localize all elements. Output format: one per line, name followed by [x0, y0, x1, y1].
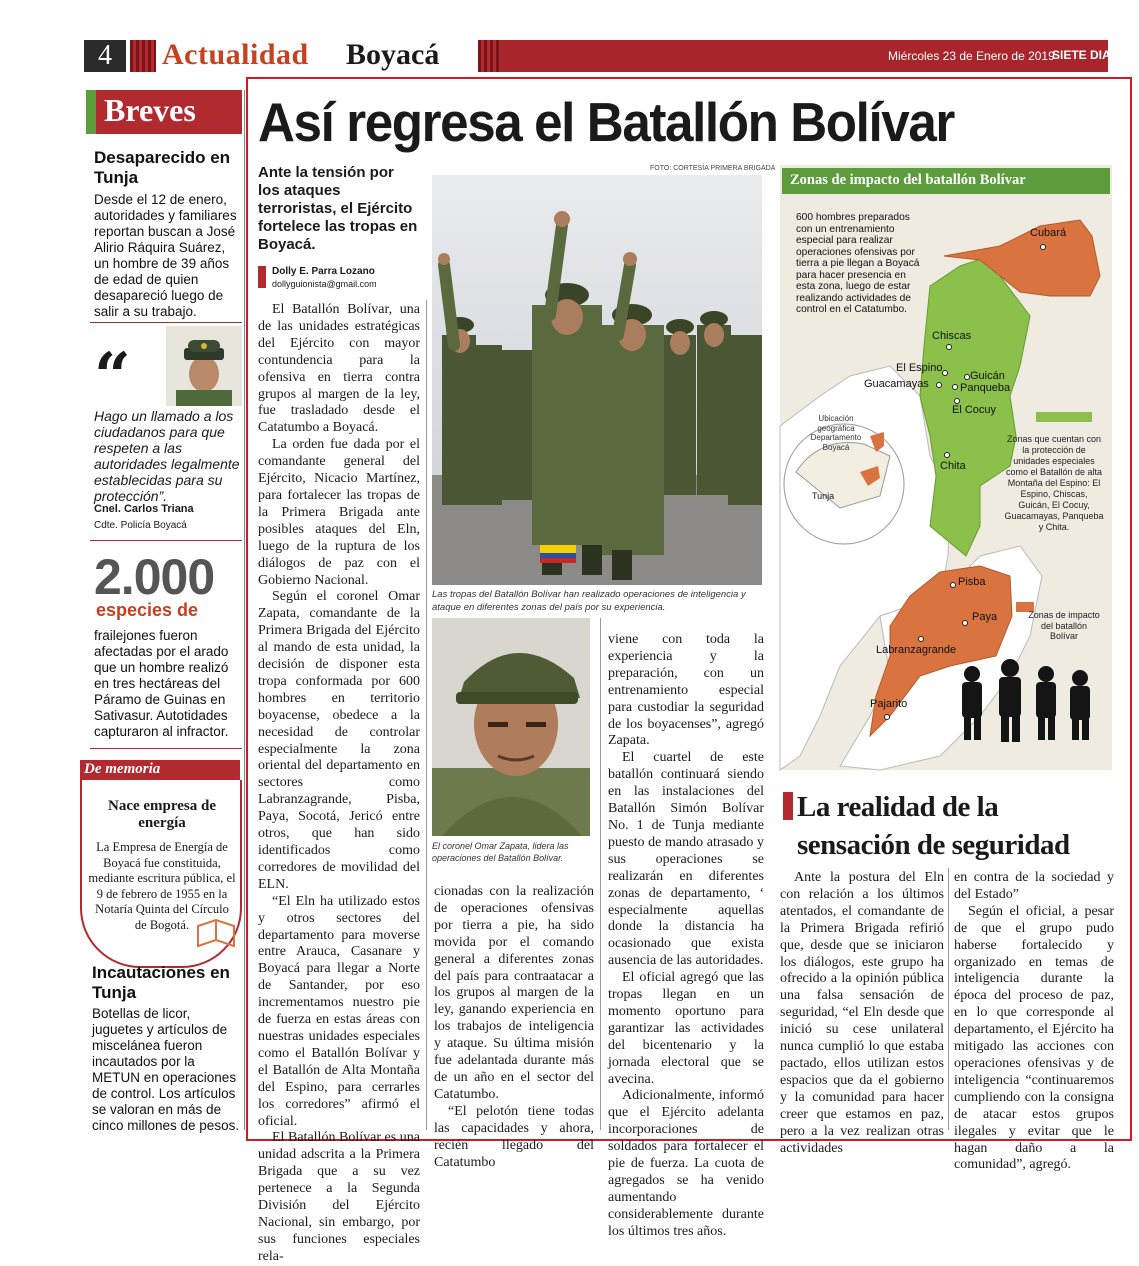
paragraph: cionadas con la realización de operaciones ofensivas por tierra a pie, ha sido movida por el comando general a diferentes zonas del país para contraatacar a los grupos al margen de la ley, ganando experiencia en los trabajos de inteligencia y ataque. Su última misión fue adelantada durante más de un año en el sector del Catatumbo. [434, 884, 594, 1102]
town-cubara: Cubará [1030, 227, 1067, 239]
stat-number: 2.000 [94, 549, 215, 605]
divider [90, 540, 242, 541]
brief-body: Botellas de licor, juguetes y artículos de miscelánea fueron incautados por la METUN en operaciones de control. Los artículos se valoran en más de cinco millones de pesos. [92, 1006, 240, 1133]
section-subtitle: Boyacá [346, 38, 440, 71]
memoria-body: La Empresa de Energía de Boyacá fue constituida, mediante escritura pública, el 9 de febrero de 1955 en la Notaría Quinta del Círculo de Bogotá. [88, 840, 236, 932]
author-name: Dolly E. Parra Lozano [272, 266, 375, 277]
coronel-portrait [432, 618, 590, 836]
paragraph: “El Eln ha utilizado estos y otros sectores del departamento para moverse entre Arauca, Casanare y Boyacá para llegar a Norte de Santander, por eso incrementamos nuestro pie de fuerza en estas áreas con nuestras unidades especiales como el Batallón Bolívar y el Batallón de Alta Montaña del Espino, para cerrarles los corredores” afirmó el oficial. [258, 893, 420, 1129]
town-labranzagrande: Labranzagrande [876, 644, 957, 656]
town-guacamayas: Guacamayas [864, 378, 929, 390]
paragraph: Adicionalmente, informó que el Ejército adelanta incorporaciones de soldados para fortalecer el pie de fuerza. La cuota de agregados se ha venido aumentando considerablemente durante los últimos tres años. [608, 1088, 764, 1239]
paragraph: en contra de la sociedad y del Estado” [954, 870, 1114, 902]
paragraph: Según el oficial, a pesar de que el grupo pudo haberse fortalecido y organizado en temas de inteligencia durante la época del proceso de paz, en lo que corresponde al departamento, el Ejército ha mitigado las acciones con operaciones ofensivas y de inteligencia “continuaremos cumpliendo con la consigna de atacar estos grupos ilegales y evitar que le hagan daño a la comunidad”, agregó. [954, 903, 1114, 1173]
town-pajarito: Pajarito [870, 698, 908, 710]
page-number: 4 [84, 40, 126, 72]
headline: Así regresa el Batallón Bolívar [258, 91, 954, 153]
town-el-espino: El Espino [896, 362, 943, 374]
paragraph: La orden fue dada por el comandante general del Ejército, Nicacio Martínez, para fortalecer las tropas de la Primera Brigada ante posibles ataques del Eln, luego de la ruptura de los diálogos de paz con el Gobierno Nacional. [258, 437, 420, 588]
column-rule [600, 618, 601, 1130]
breves-accent [86, 90, 96, 134]
town-guican: Guicán [970, 370, 1005, 382]
brief-title: Desaparecido en Tunja [94, 148, 231, 187]
soldiers-photo [432, 175, 762, 585]
map-inset-city: Tunja [812, 491, 835, 501]
town-paya: Paya [972, 611, 998, 623]
town-pisba: Pisba [958, 576, 986, 588]
stat-label: especies de [96, 600, 199, 620]
town-marker [942, 370, 948, 376]
article-column-2 [434, 884, 594, 1170]
section-title: Actualidad [162, 38, 309, 71]
brief-title: Incautaciones en Tunja [92, 963, 230, 1002]
header-stripe [130, 40, 156, 72]
breves-label: Breves [104, 92, 196, 128]
town-marker [952, 384, 958, 390]
paragraph: Según el coronel Omar Zapata, comandante de la Primera Brigada del Ejército al mando de esta unidad, la decisión de disponer esta tropa conformada por 600 hombres en territorio boyacense, obedece a la necesidad de controlar especialmente la zona oriental del departamento en sectores como Labranzagrande, Pisba, Paya, Socotá, Jericó entre otros, que han sido identificados como corredores de movilidad del ELN. [258, 589, 420, 892]
police-portrait [166, 326, 242, 406]
article-column-1 [258, 302, 420, 1264]
photo-caption: Las tropas del Batallón Bolívar han realizado operaciones de inteligencia y ataque en diferentes zonas del país por su experiencia. [432, 589, 746, 613]
town-marker [936, 382, 942, 388]
map-intro: 600 hombres preparados con un entrenamiento especial para realizar operaciones ofensivas por tierra a pie llegan a Boyacá para hacer presencia en esta zona, luego de estar realizando actividades de control en el Catatumbo. [796, 212, 920, 315]
photo-caption: El coronel Omar Zapata, lidera las operaciones del Batallón Bolívar. [432, 841, 569, 863]
quote-author: Cnel. Carlos Triana [94, 503, 194, 515]
town-marker [884, 714, 890, 720]
brief-body: Desde el 12 de enero, autoridades y familiares reportan buscan a José Alirio Ráquira Suárez, un hombre de 39 años de edad de quien desapareció luego de salir a su trabajo. [94, 192, 237, 319]
secondary-column-1 [780, 870, 944, 1156]
town-marker [946, 344, 952, 350]
column-rule [426, 300, 427, 1130]
header-stripe-2 [478, 40, 502, 72]
town-chita: Chita [940, 460, 966, 472]
issue-date: Miércoles 23 de Enero de 2019 [888, 49, 1055, 63]
secondary-column-2 [954, 870, 1114, 1173]
subhead-accent [783, 792, 793, 820]
pull-quote: Hago un llamado a los ciudadanos para que respeten a las autoridades legalmente establecidas para su protección”. [94, 408, 240, 504]
paragraph: viene con toda la experiencia y la preparación, con un entrenamiento especial para custodiar la seguridad de los boyacenses”, agregó Zapata. [608, 632, 764, 749]
divider [90, 748, 242, 749]
town-marker [962, 620, 968, 626]
memoria-label: De memoria [84, 761, 161, 777]
town-chiscas: Chiscas [932, 330, 972, 342]
town-marker [918, 636, 924, 642]
map-legend-orange: Zonas de impacto del batallón Bolívar [1028, 610, 1100, 641]
column-rule [244, 90, 245, 1130]
quote-mark: “ [94, 339, 131, 414]
map-inset-label: Ubicación geográfica Departamento Boyacá [810, 414, 862, 452]
paragraph: El cuartel de este batallón continuará siendo en las instalaciones del Batallón Simón Bolívar No. 1 de Tunja mediante puesto de mando atrasado y sus operaciones se realizarán en diferentes zonas de departamento, ‘ especialmente aquellas donde la distancia ha ocasionado que exista ausencia de las autoridades. [608, 750, 764, 969]
paragraph: Ante la postura del Eln con relación a los últimos atentados, el comandante de la Primera Brigada refirió que, desde que se iniciaron los diálogos, este grupo ha ofrecido a la opinión pública una falsa sensación de seguridad, “el Eln desde que inició su cese unilateral nunca cumplió lo que estaba pactado, ellos utilizan estos espacios que da el gobierno y la comunidad para hacer creer que estamos en paz, pero a la vez realizan otras actividades [780, 870, 944, 1156]
author-email: dollyguionista@gmail.com [272, 279, 377, 289]
secondary-headline: La realidad de la sensación de seguridad [797, 791, 1070, 861]
article-column-3 [608, 632, 764, 1239]
article-deck: Ante la tensión por los ataques terroristas, el Ejército fortelece las tropas en Boyacá. [258, 164, 418, 253]
paragraph: El Batallón Bolívar, una de las unidades estratégicas del Ejército con mayor contundencia para la ofensiva en tierra contra grupos al margen de la ley, fue trasladado desde el Catatumbo a Boyacá. [258, 302, 420, 436]
town-el-cocuy: El Cocuy [952, 404, 997, 416]
photo-credit: FOTO: CORTESÍA PRIMERA BRIGADA [650, 165, 776, 172]
stat-body: frailejones fueron afectadas por el arado que un hombre realizó en tres hectáreas del Páramo de Guinas en Sativasur. Autotidades capturaron al infractor. [94, 628, 229, 739]
publication-name: SIETE DIAS [1052, 48, 1119, 62]
town-marker [944, 452, 950, 458]
paragraph: “El pelotón tiene todas las capacidades y ahora, recién llegado del Catatumbo [434, 1103, 594, 1170]
town-marker [1040, 244, 1046, 250]
divider [90, 322, 242, 323]
map-legend-green: Zonas que cuentan con la protección de unidades especiales como el Batallón de alta Montaña del Espino: El Espino, Chiscas, Guicán, El Cocuy, Guacamayas, Panqueba y Chita. [1004, 434, 1104, 532]
author-accent [258, 266, 266, 288]
map-title: Zonas de impacto del batallón Bolívar [790, 172, 1026, 188]
town-marker [950, 582, 956, 588]
paragraph: El oficial agregó que las tropas llegan en un momento oportuno para garantizar las actividades del bicentenario y la jornada electoral que se avecina. [608, 970, 764, 1087]
memoria-title: Nace empresa de energía [107, 798, 217, 831]
town-panqueba: Panqueba [960, 382, 1011, 394]
book-icon [196, 916, 236, 950]
quote-role: Cdte. Policía Boyacá [94, 520, 187, 531]
paragraph: El Batallón Bolívar es una unidad adscrita a la Primera Brigada que a su vez pertenece a la Segunda División del Ejército Nacional, sin embargo, por sus funciones especiales rela- [258, 1130, 420, 1264]
column-rule [948, 868, 949, 1130]
